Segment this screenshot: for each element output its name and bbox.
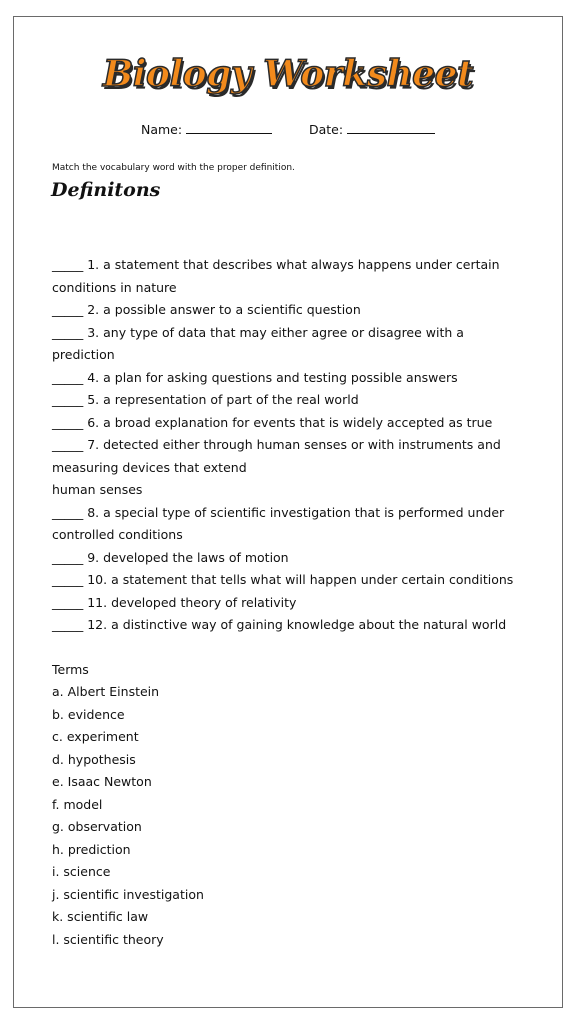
date-field <box>309 121 435 138</box>
definition-item: _____ 12. a distinctive way of gaining knowledge about the natural world <box>52 617 507 632</box>
definition-item: _____ 10. a statement that tells what will happen under certain conditions <box>52 572 514 587</box>
definition-item: _____ 5. a representation of part of the real world <box>52 392 359 407</box>
date-label: Date: <box>309 122 344 137</box>
term-item: g. observation <box>52 819 142 834</box>
definition-item: _____ 1. a statement that describes what always happens under certain conditions in nature <box>52 257 500 295</box>
term-item: a. Albert Einstein <box>52 684 160 699</box>
term-item: i. science <box>52 864 111 879</box>
definition-item: _____ 2. a possible answer to a scientific question <box>52 302 361 317</box>
terms-heading: Terms <box>52 662 89 677</box>
term-item: e. Isaac Newton <box>52 774 152 789</box>
term-item: c. experiment <box>52 729 139 744</box>
definition-item: human senses <box>52 482 143 497</box>
term-item: l. scientific theory <box>52 931 164 947</box>
definitions-heading: Definitons <box>51 179 161 201</box>
name-label: Name: <box>141 122 183 137</box>
name-field <box>141 121 272 138</box>
definition-item: _____ 4. a plan for asking questions and testing possible answers <box>52 369 458 385</box>
definitions-list <box>52 254 522 637</box>
date-blank-line <box>347 121 435 134</box>
definition-item: _____ 6. a broad explanation for events that is widely accepted as true <box>52 414 493 430</box>
definition-item: _____ 7. detected either through human senses or with instruments and measuring devices that extend <box>52 437 501 475</box>
term-item: d. hypothesis <box>52 751 136 767</box>
term-item: j. scientific investigation <box>52 886 204 902</box>
term-item: b. evidence <box>52 706 125 722</box>
terms-list <box>52 681 204 951</box>
definition-item: _____ 3. any type of data that may either agree or disagree with a prediction <box>52 324 464 362</box>
term-item: h. prediction <box>52 841 131 857</box>
name-blank-line <box>186 121 272 134</box>
instruction-text: Match the vocabulary word with the proper definition. <box>52 163 295 173</box>
definition-item: _____ 8. a special type of scientific investigation that is performed under controlled conditions <box>52 504 505 542</box>
worksheet-title: Biology Worksheet <box>102 53 474 95</box>
term-item: f. model <box>52 796 103 812</box>
definition-item: _____ 9. developed the laws of motion <box>52 549 289 565</box>
definition-item: _____ 11. developed theory of relativity <box>52 594 297 610</box>
term-item: k. scientific law <box>52 909 149 924</box>
